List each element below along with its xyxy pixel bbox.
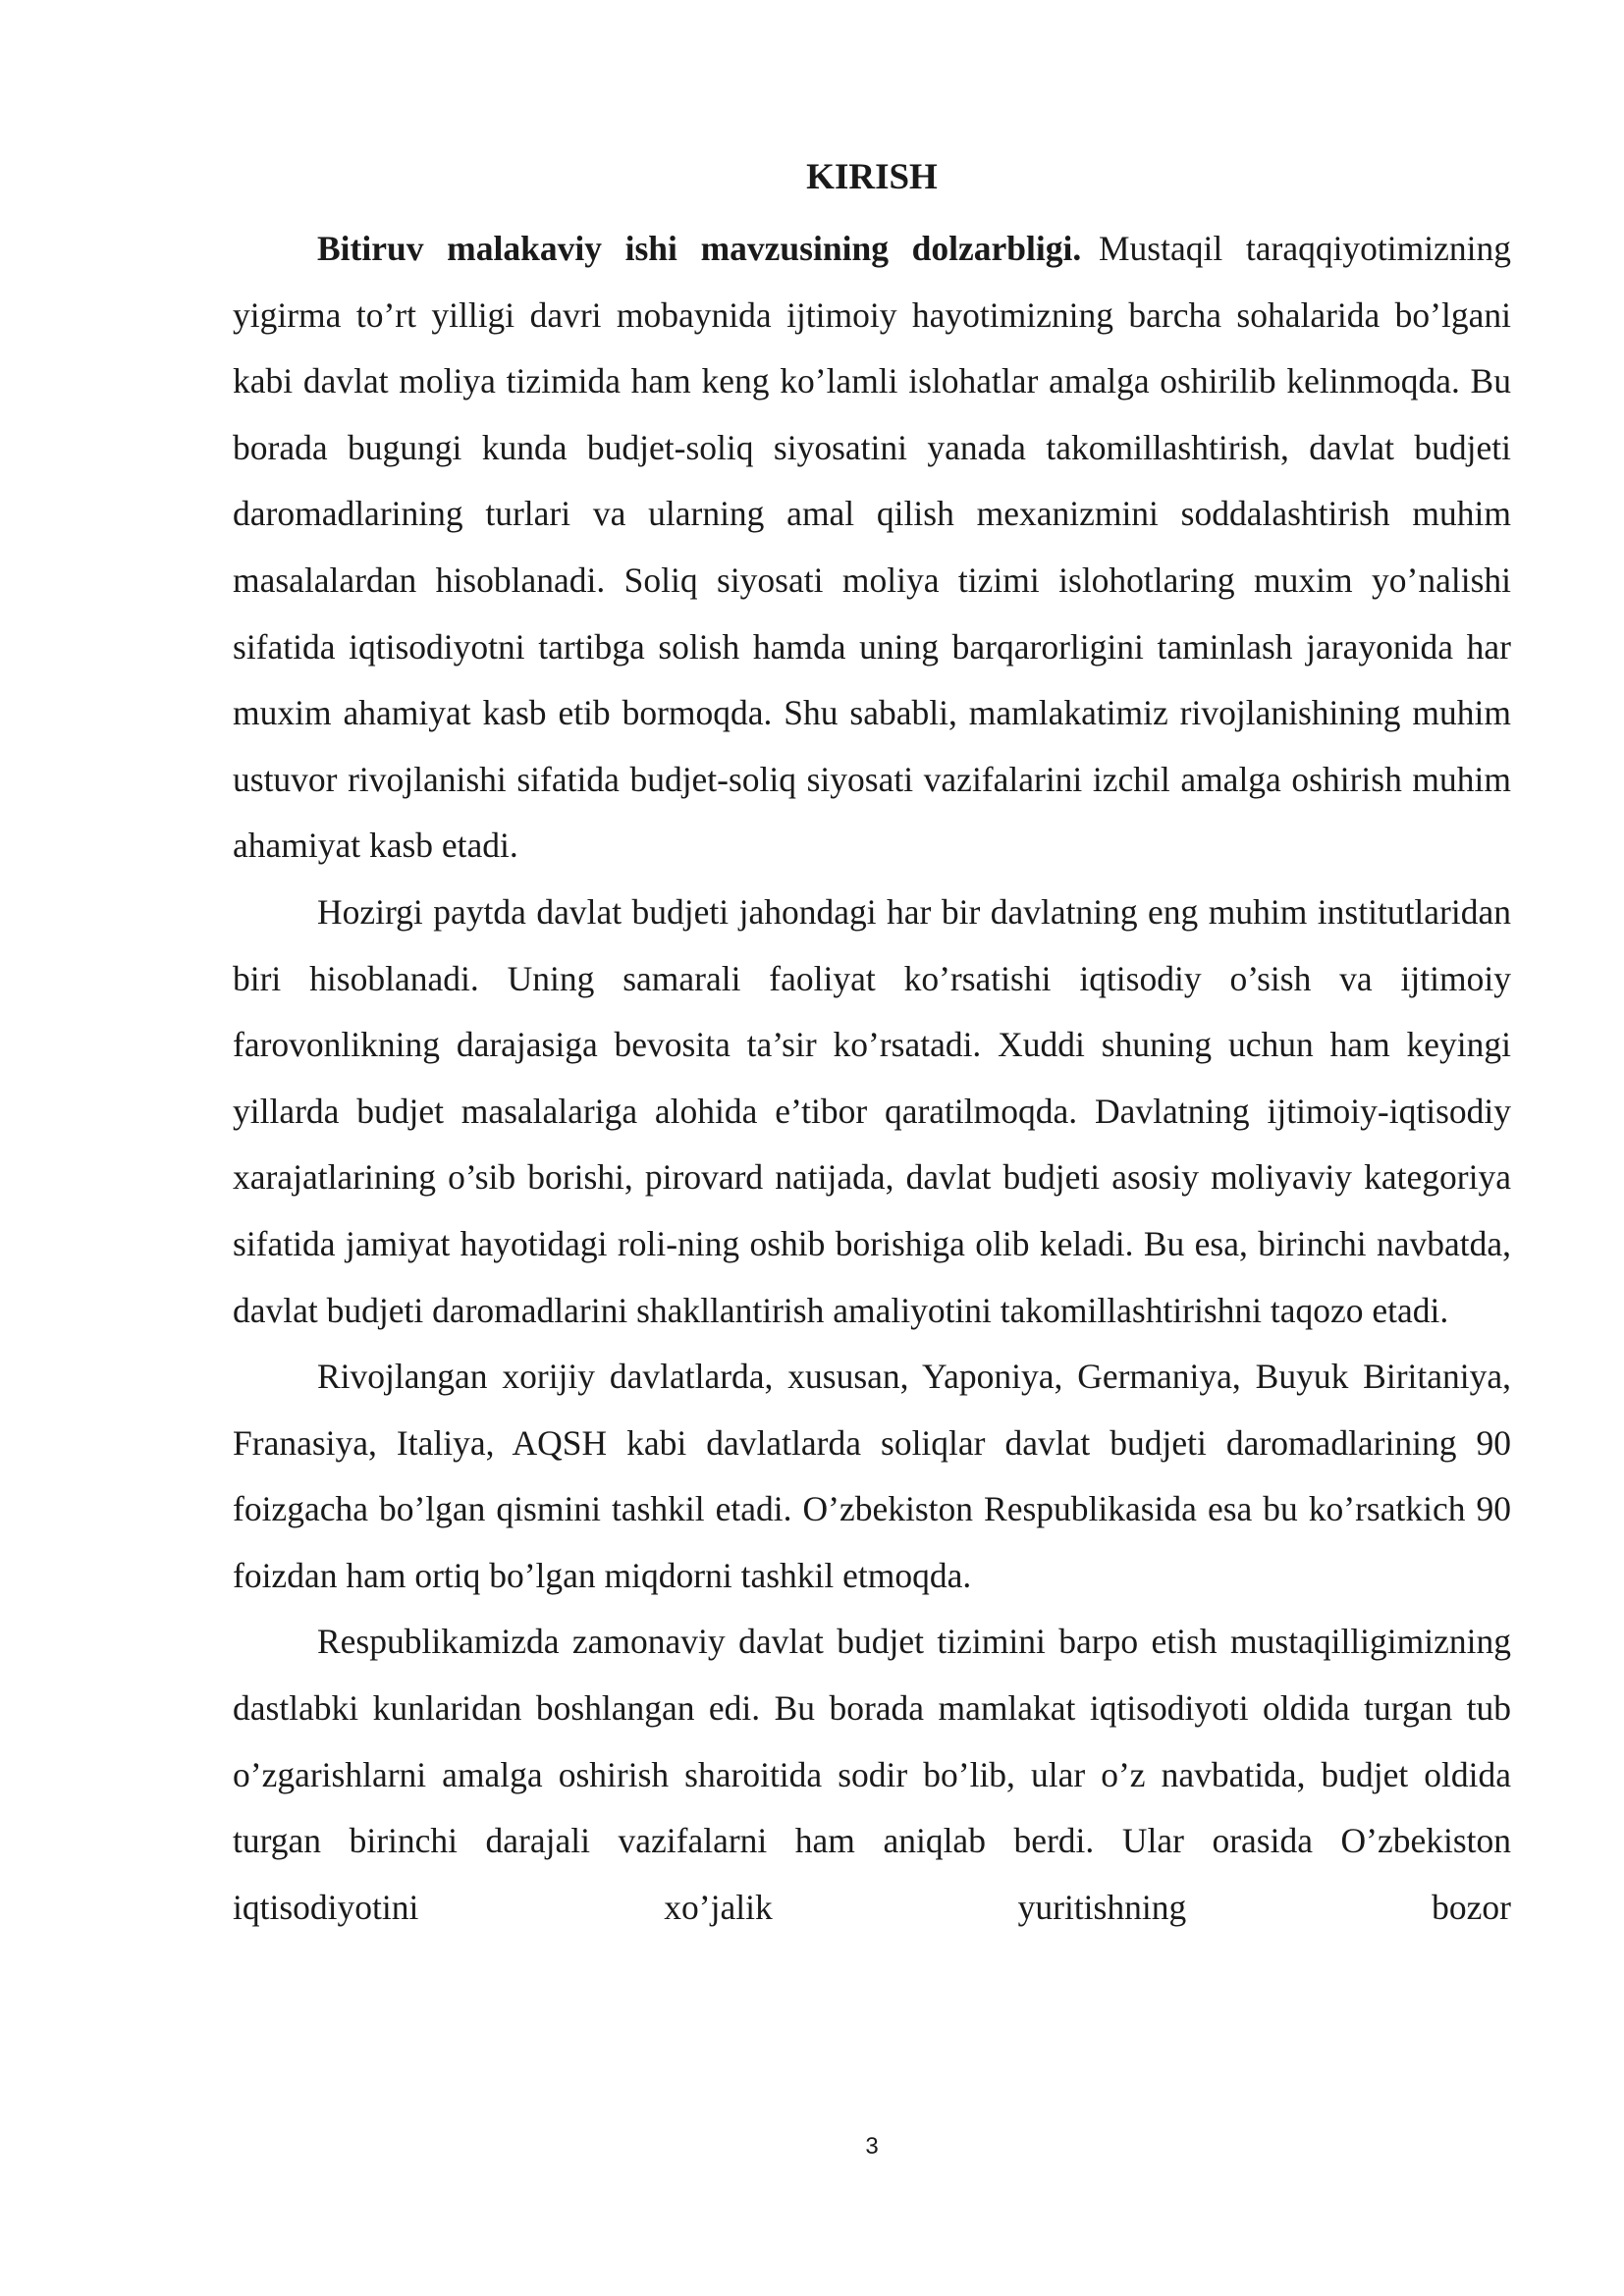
paragraph-text: Respublikamizda zamonaviy davlat budjet tizimini barpo etish mustaqilligimizning dastlabki kunlaridan boshlangan edi. Bu borada mamlakat iqtisodiyoti oldida turgan tub o’zgarishlarni amalga oshirish sharoitida sodir bo’lib, ular o’z navbatida, budjet oldida turgan birinchi darajali vazifalarni ham aniqlab berdi. Ular orasida O’zbekiston iqtisodiyotini xo’jalik yuritishning bozor [233, 1622, 1511, 1927]
body-text [233, 216, 1511, 1941]
paragraph-state-budget [233, 880, 1511, 1344]
section-heading: KIRISH [806, 157, 938, 197]
paragraph-budget-system [233, 1609, 1511, 1941]
document-page [233, 0, 1511, 2296]
paragraph-relevance [233, 216, 1511, 880]
paragraph-text: Rivojlangan xorijiy davlatlarda, xususan, Yaponiya, Germaniya, Buyuk Biritaniya, Franasiya, Italiya, AQSH kabi davlatlarda soliqlar davlat budjeti daromadlarining 90 foizgacha bo’lgan qismini tashkil etadi. O’zbekiston Respublikasida esa bu ko’rsatkich 90 foizdan ham ortiq bo’lgan miqdorni tashkil etmoqda. [233, 1357, 1511, 1595]
page-number: 3 [865, 2133, 879, 2160]
paragraph-text: Mustaqil taraqqiyotimizning yigirma to’rt yilligi davri mobaynida ijtimoiy hayotimizning barcha sohalarida bo’lgani kabi davlat moliya tizimida ham keng ko’lamli islohatlar amalga oshirilib kelinmoqda. Bu borada bugungi kunda budjet-soliq siyosatini yanada takomillashtirish, davlat budjeti daromadlarining turlari va ularning amal qilish mexanizmini soddalashtirish muhim masalalardan hisoblanadi. Soliq siyosati moliya tizimi islohotlaring muxim yo’nalishi sifatida iqtisodiyotni tartibga solish hamda uning barqarorligini taminlash jarayonida har muxim ahamiyat kasb etib bormoqda. Shu sababli, mamlakatimiz rivojlanishining muhim ustuvor rivojlanishi sifatida budjet-soliq siyosati vazifalarini izchil amalga oshirish muhim ahamiyat kasb etadi. [233, 229, 1512, 866]
paragraph-text: Hozirgi paytda davlat budjeti jahondagi har bir davlatning eng muhim institutlaridan biri hisoblanadi. Uning samarali faoliyat ko’rsatishi iqtisodiy o’sish va ijtimoiy farovonlikning darajasiga bevosita ta’sir ko’rsatadi. Xuddi shuning uchun ham keyingi yillarda budjet masalalariga alohida e’tibor qaratilmoqda. Davlatning ijtimoiy-iqtisodiy xarajatlarining o’sib borishi, pirovard natijada, davlat budjeti asosiy moliyaviy kategoriya sifatida jamiyat hayotidagi roli-ning oshib borishiga olib keladi. Bu esa, birinchi navbatda, davlat budjeti daromadlarini shakllantirish amaliyotini takomillashtirishni taqozo etadi. [233, 891, 1511, 1330]
paragraph-lead: Bitiruv malakaviy ishi mavzusining dolzarbligi. [317, 229, 1082, 268]
paragraph-foreign-countries [233, 1344, 1511, 1609]
